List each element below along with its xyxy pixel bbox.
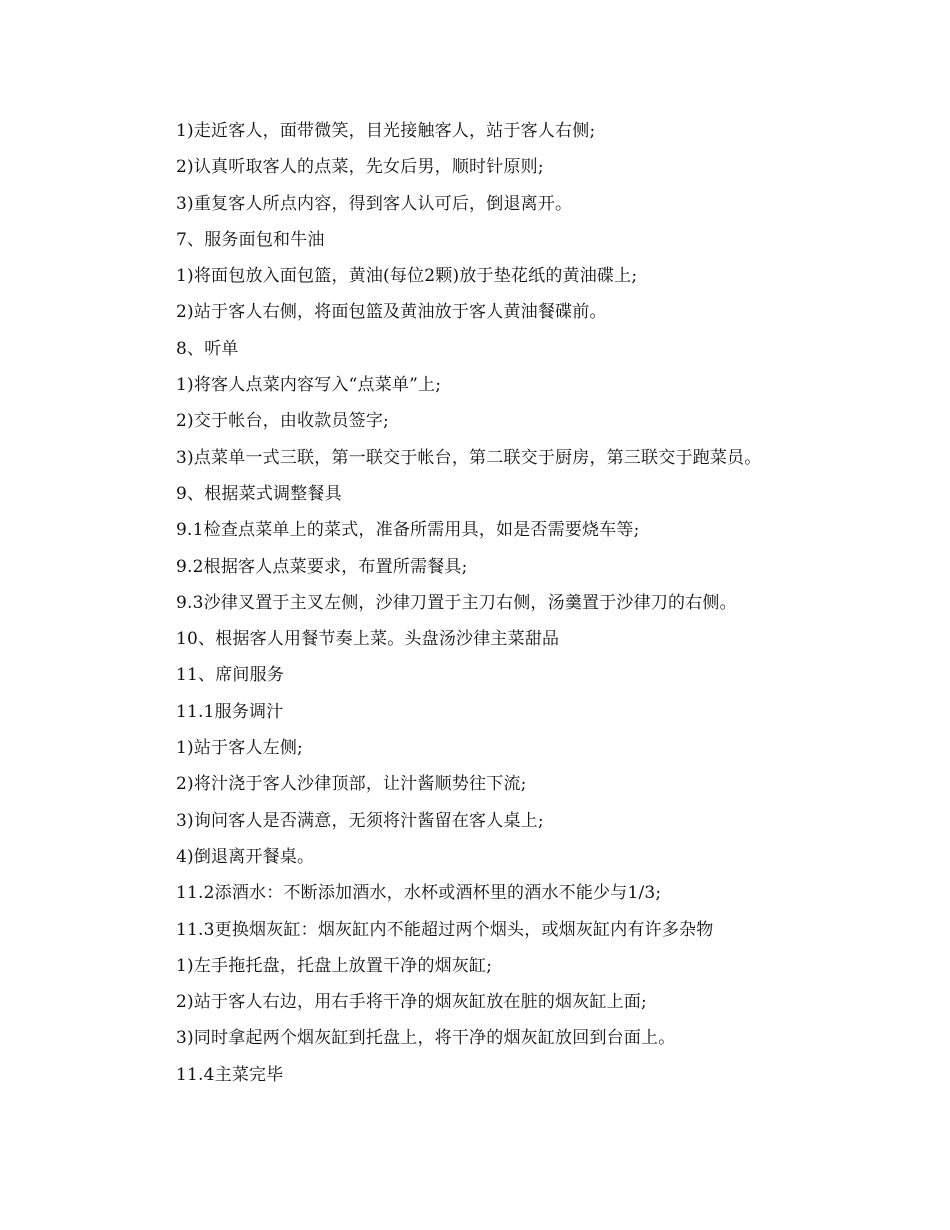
text-line: 3)点菜单一式三联，第一联交于帐台，第二联交于厨房，第三联交于跑菜员。 (176, 447, 762, 468)
text-line: 1)将客人点菜内容写入“点菜单”上; (176, 375, 442, 396)
subsection-heading: 11.4主菜完毕 (176, 1064, 284, 1085)
text-line: 2)将汁浇于客人沙律顶部，让汁酱顺势往下流; (176, 774, 527, 795)
subsection-heading: 11.3更换烟灰缸：烟灰缸内不能超过两个烟头，或烟灰缸内有许多杂物 (176, 919, 714, 940)
text-line: 1)左手拖托盘，托盘上放置干净的烟灰缸; (176, 955, 493, 976)
text-line: 9.2根据客人点菜要求，布置所需餐具; (176, 556, 468, 577)
section-heading: 11、席间服务 (176, 665, 285, 686)
text-line: 3)询问客人是否满意，无须将汁酱留在客人桌上; (176, 810, 544, 831)
text-line: 1)将面包放入面包篮，黄油(每位2颗)放于垫花纸的黄油碟上; (176, 266, 638, 287)
section-heading: 7、服务面包和牛油 (176, 229, 325, 250)
subsection-heading: 11.2添酒水：不断添加酒水，水杯或酒杯里的酒水不能少与1/3; (176, 883, 662, 904)
section-heading: 9、根据菜式调整餐具 (176, 483, 342, 504)
text-line: 1)站于客人左侧; (176, 738, 303, 759)
text-line: 1)走近客人，面带微笑，目光接触客人，站于客人右侧; (176, 121, 596, 141)
text-line: 2)站于客人右侧，将面包篮及黄油放于客人黄油餐碟前。 (176, 302, 607, 323)
text-line: 3)重复客人所点内容，得到客人认可后，倒退离开。 (176, 193, 573, 214)
text-line: 9.1检查点菜单上的菜式，准备所需用具，如是否需要烧车等; (176, 520, 640, 541)
text-line: 3)同时拿起两个烟灰缸到托盘上，将干净的烟灰缸放回到台面上。 (176, 1028, 676, 1049)
text-line: 9.3沙律叉置于主叉左侧，沙律刀置于主刀右侧，汤羹置于沙律刀的右侧。 (176, 592, 737, 613)
document-body (176, 113, 876, 1093)
text-line: 2)认真听取客人的点菜，先女后男，顺时针原则; (176, 157, 544, 178)
text-line: 4)倒退离开餐桌。 (176, 846, 315, 867)
section-heading: 10、根据客人用餐节奏上菜。头盘汤沙律主菜甜品 (176, 629, 560, 650)
section-heading: 8、听单 (176, 338, 239, 359)
text-line: 2)站于客人右边，用右手将干净的烟灰缸放在脏的烟灰缸上面; (176, 992, 647, 1013)
text-line: 2)交于帐台，由收款员签字; (176, 411, 389, 432)
subsection-heading: 11.1服务调汁 (176, 701, 284, 722)
